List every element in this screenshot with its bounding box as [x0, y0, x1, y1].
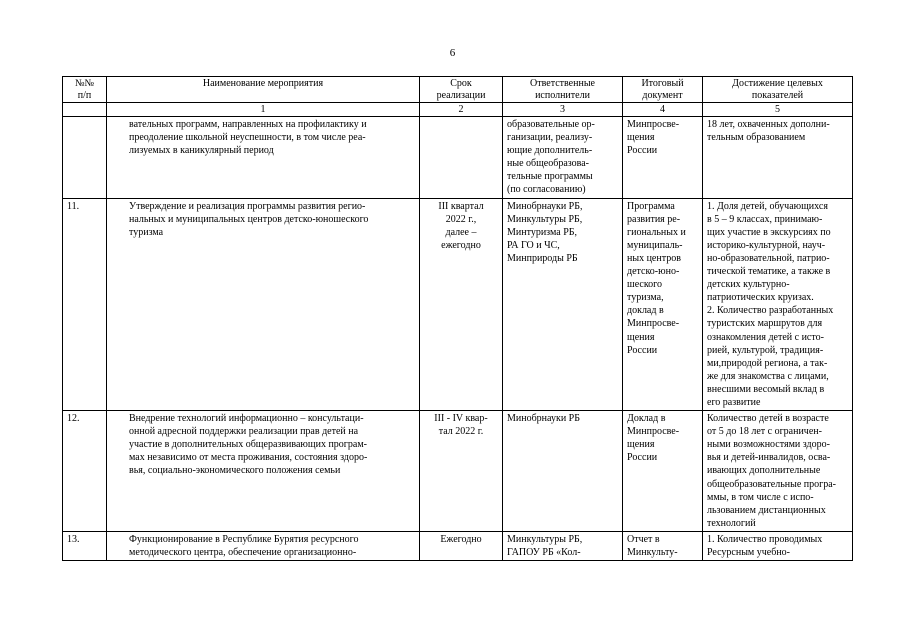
executors: Минобрнауки РБ, Минкультуры РБ, Минтуризма РБ, РА ГО и ЧС, Минприроды РБ — [503, 198, 623, 411]
row-number: 12. — [63, 411, 107, 532]
target-indicators: 1. Количество проводимых Ресурсным учебно- — [703, 531, 853, 560]
activity-plan-table — [62, 76, 853, 561]
table-row — [63, 411, 853, 532]
column-number: 2 — [420, 103, 503, 117]
term: III - IV квар- тал 2022 г. — [420, 411, 503, 532]
table-row — [63, 531, 853, 560]
column-number: 4 — [623, 103, 703, 117]
executors: Минобрнауки РБ — [503, 411, 623, 532]
term: III квартал 2022 г., далее – ежегодно — [420, 198, 503, 411]
final-document: Отчет в Минкульту- — [623, 531, 703, 560]
header-executors: Ответственные исполнители — [503, 77, 623, 103]
header-target-indicators: Достижение целевых показателей — [703, 77, 853, 103]
target-indicators: 1. Доля детей, обучающихся в 5 – 9 классах, принимаю- щих участие в экскурсиях по историко-культурной, науч- но-образовательной, патрио- тической тематике, а также в детских культурно- патриотических круизах. 2. Количество разработанных туристских маршрутов для ознакомления детей с исто- рией, культурой, традиция- ми,природой региона, а так- же для знакомства с лицами, внесшими весомый вклад в его развитие — [703, 198, 853, 411]
activity-name: Утверждение и реализация программы развития регио- нальных и муниципальных центров детско-юношеского туризма — [107, 198, 420, 411]
column-number: 3 — [503, 103, 623, 117]
final-document: Доклад в Минпросве- щения России — [623, 411, 703, 532]
header-term: Срок реализации — [420, 77, 503, 103]
activity-name: вательных программ, направленных на профилактику и преодоление школьной неуспешности, в том числе реа- лизуемых в каникулярный период — [107, 117, 420, 199]
column-number — [63, 103, 107, 117]
column-number: 5 — [703, 103, 853, 117]
row-number: 13. — [63, 531, 107, 560]
row-number: 11. — [63, 198, 107, 411]
final-document: Программа развития ре- гиональных и муниципаль- ных центров детско-юно- шеского туризма, доклад в Минпросве- щения России — [623, 198, 703, 411]
column-number-row — [63, 103, 853, 117]
executors: образовательные ор- ганизации, реализу- ющие дополнитель- ные общеобразова- тельные программы (по согласованию) — [503, 117, 623, 199]
row-number — [63, 117, 107, 199]
executors: Минкультуры РБ, ГАПОУ РБ «Кол- — [503, 531, 623, 560]
table-row — [63, 117, 853, 199]
term — [420, 117, 503, 199]
target-indicators: Количество детей в возрасте от 5 до 18 лет с ограничен- ными возможностями здоро- вья и детей-инвалидов, осва- ивающих дополнительные общеобразовательные програ- ммы, в том числе с испо- льзованием дистанционных технологий — [703, 411, 853, 532]
target-indicators: 18 лет, охваченных дополни- тельным образованием — [703, 117, 853, 199]
page-number: 6 — [449, 47, 456, 59]
activity-name: Внедрение технологий информационно – консультаци- онной адресной поддержки реализации прав детей на участие в дополнительных общеразвивающих програм- мах независимо от места проживания, состояния здоро- вья, социально-экономического положения семьи — [107, 411, 420, 532]
table-row — [63, 198, 853, 411]
header-activity-name: Наименование мероприятия — [107, 77, 420, 103]
term: Ежегодно — [420, 531, 503, 560]
activity-name: Функционирование в Республике Бурятия ресурсного методического центра, обеспечение организационно- — [107, 531, 420, 560]
page-bottom-margin — [0, 573, 905, 640]
final-document: Минпросве- щения России — [623, 117, 703, 199]
header-final-document: Итоговый документ — [623, 77, 703, 103]
header-number: №№ п/п — [63, 77, 107, 103]
table-header-row — [63, 77, 853, 103]
column-number: 1 — [107, 103, 420, 117]
